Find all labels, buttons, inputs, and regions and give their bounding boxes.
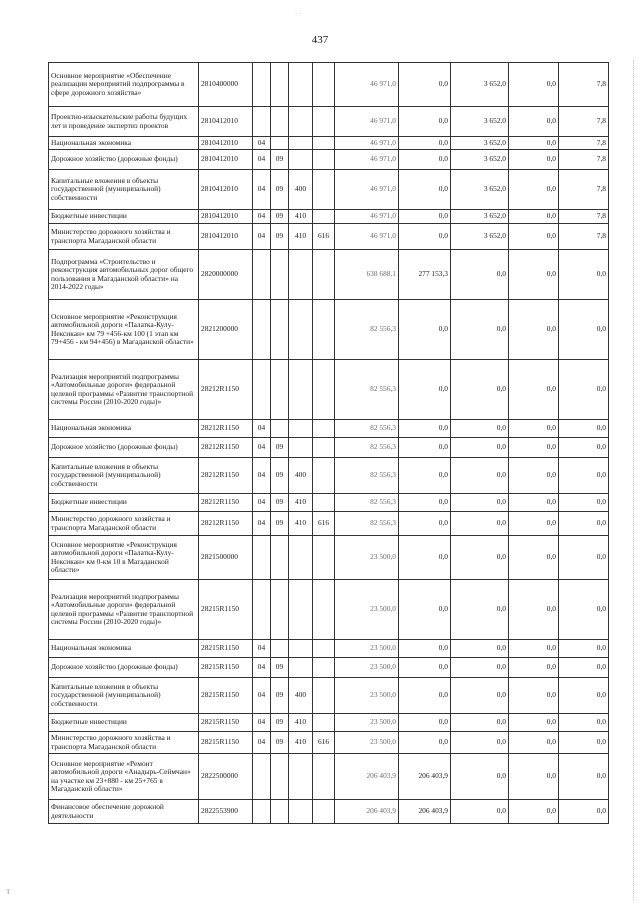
- amount-year-2: 0,0: [451, 580, 509, 640]
- table-row: [49, 640, 609, 658]
- amount-federal-2: 0,0: [509, 536, 559, 580]
- section-code: [253, 250, 271, 300]
- row-name: Основное мероприятие «Обеспечение реализации мероприятий подпрограммы в сфере дорожного хозяйства»: [49, 63, 199, 107]
- section-code: [253, 800, 271, 824]
- row-name: Дорожное хозяйство (дорожные фонды): [49, 658, 199, 678]
- amount-year-3: 0,0: [559, 494, 609, 512]
- target-code: 28215R1150: [199, 732, 253, 754]
- row-name: Министерство дорожного хозяйства и транспорта Магаданской области: [49, 224, 199, 250]
- target-code: 28212R1150: [199, 438, 253, 458]
- amount-year-3: 7,8: [559, 170, 609, 210]
- table-row: [49, 536, 609, 580]
- amount-year-3: 0,0: [559, 536, 609, 580]
- amount-federal: 0,0: [399, 150, 451, 170]
- row-name: Бюджетные инвестиции: [49, 494, 199, 512]
- subsection-code: [271, 580, 289, 640]
- row-name: Бюджетные инвестиции: [49, 714, 199, 732]
- section-code: [253, 580, 271, 640]
- amount-total: 23 500,0: [335, 732, 399, 754]
- amount-federal: 0,0: [399, 438, 451, 458]
- section-code: [253, 63, 271, 107]
- subsection-code: 09: [271, 210, 289, 224]
- administrator-code: [313, 63, 335, 107]
- amount-total: 206 403,9: [335, 800, 399, 824]
- target-code: 2810412010: [199, 224, 253, 250]
- amount-year-3: 0,0: [559, 512, 609, 536]
- row-name: Капитальные вложения в объекты государственной (муниципальной) собственности: [49, 678, 199, 714]
- administrator-code: [313, 250, 335, 300]
- amount-total: 46 971,0: [335, 150, 399, 170]
- amount-year-2: 0,0: [451, 732, 509, 754]
- amount-year-3: 7,8: [559, 224, 609, 250]
- table-row: [49, 732, 609, 754]
- amount-federal-2: 0,0: [509, 494, 559, 512]
- table-row: [49, 420, 609, 438]
- subsection-code: 09: [271, 170, 289, 210]
- table-row: [49, 658, 609, 678]
- amount-federal-2: 0,0: [509, 250, 559, 300]
- administrator-code: [313, 494, 335, 512]
- section-code: 04: [253, 210, 271, 224]
- corner-mark: ⲧ: [6, 886, 11, 897]
- row-name: Дорожное хозяйство (дорожные фонды): [49, 150, 199, 170]
- administrator-code: [313, 170, 335, 210]
- row-name: Реализация мероприятий подпрограммы «Автомобильные дороги» федеральной целевой программы «Развитие транспортной системы России (2010-2020 годы)»: [49, 360, 199, 420]
- section-code: 04: [253, 658, 271, 678]
- section-code: 04: [253, 137, 271, 150]
- amount-federal: 0,0: [399, 714, 451, 732]
- row-name: Министерство дорожного хозяйства и транспорта Магаданской области: [49, 732, 199, 754]
- amount-federal-2: 0,0: [509, 580, 559, 640]
- budget-table: [48, 62, 609, 824]
- table-row: [49, 170, 609, 210]
- table-row: [49, 754, 609, 800]
- amount-federal-2: 0,0: [509, 137, 559, 150]
- amount-year-2: 3 652,0: [451, 210, 509, 224]
- subsection-code: 09: [271, 494, 289, 512]
- amount-total: 206 403,9: [335, 754, 399, 800]
- table-row: [49, 714, 609, 732]
- row-name: Капитальные вложения в объекты государственной (муниципальной) собственности: [49, 170, 199, 210]
- amount-federal: 0,0: [399, 107, 451, 137]
- amount-total: 82 556,3: [335, 360, 399, 420]
- amount-total: 46 971,0: [335, 170, 399, 210]
- amount-year-2: 0,0: [451, 438, 509, 458]
- target-code: 2810412010: [199, 170, 253, 210]
- amount-year-3: 0,0: [559, 458, 609, 494]
- amount-federal-2: 0,0: [509, 420, 559, 438]
- amount-federal: 0,0: [399, 658, 451, 678]
- subsection-code: [271, 360, 289, 420]
- amount-year-3: 0,0: [559, 714, 609, 732]
- amount-federal: 206 403,9: [399, 754, 451, 800]
- amount-federal-2: 0,0: [509, 458, 559, 494]
- table-row: [49, 224, 609, 250]
- table-row: [49, 210, 609, 224]
- table-row: [49, 63, 609, 107]
- expense-type-code: [289, 420, 313, 438]
- amount-total: 46 971,0: [335, 107, 399, 137]
- amount-year-2: 3 652,0: [451, 107, 509, 137]
- amount-year-3: 7,8: [559, 137, 609, 150]
- amount-total: 82 556,3: [335, 512, 399, 536]
- amount-federal: 0,0: [399, 137, 451, 150]
- amount-year-2: 0,0: [451, 512, 509, 536]
- amount-federal-2: 0,0: [509, 224, 559, 250]
- amount-total: 46 971,0: [335, 137, 399, 150]
- expense-type-code: [289, 107, 313, 137]
- amount-federal-2: 0,0: [509, 512, 559, 536]
- amount-year-3: 0,0: [559, 300, 609, 360]
- target-code: 2821500000: [199, 536, 253, 580]
- scan-edge-marks: [633, 60, 638, 900]
- subsection-code: 09: [271, 512, 289, 536]
- amount-federal-2: 0,0: [509, 360, 559, 420]
- amount-federal-2: 0,0: [509, 754, 559, 800]
- amount-federal: 206 403,9: [399, 800, 451, 824]
- row-name: Национальная экономика: [49, 137, 199, 150]
- table-row: [49, 137, 609, 150]
- amount-federal: 0,0: [399, 640, 451, 658]
- row-name: Основное мероприятие «Ремонт автомобильной дороги «Анадырь-Сеймчан» на участке км 23+880 - км 25+765 в Магаданской области»: [49, 754, 199, 800]
- section-code: 04: [253, 512, 271, 536]
- amount-total: 46 971,0: [335, 210, 399, 224]
- amount-year-3: 0,0: [559, 800, 609, 824]
- administrator-code: [313, 420, 335, 438]
- expense-type-code: [289, 536, 313, 580]
- administrator-code: [313, 458, 335, 494]
- subsection-code: [271, 63, 289, 107]
- amount-year-3: 0,0: [559, 420, 609, 438]
- section-code: 04: [253, 678, 271, 714]
- table-row: [49, 580, 609, 640]
- expense-type-code: 400: [289, 678, 313, 714]
- section-code: 04: [253, 714, 271, 732]
- amount-total: 46 971,0: [335, 224, 399, 250]
- expense-type-code: 410: [289, 714, 313, 732]
- subsection-code: 09: [271, 658, 289, 678]
- target-code: 28212R1150: [199, 360, 253, 420]
- expense-type-code: [289, 137, 313, 150]
- amount-federal-2: 0,0: [509, 63, 559, 107]
- amount-total: 23 500,0: [335, 536, 399, 580]
- amount-year-2: 0,0: [451, 640, 509, 658]
- amount-federal-2: 0,0: [509, 714, 559, 732]
- amount-federal-2: 0,0: [509, 438, 559, 458]
- target-code: 2810412010: [199, 210, 253, 224]
- subsection-code: [271, 754, 289, 800]
- amount-federal-2: 0,0: [509, 210, 559, 224]
- expense-type-code: 410: [289, 732, 313, 754]
- expense-type-code: [289, 754, 313, 800]
- amount-year-3: 0,0: [559, 658, 609, 678]
- row-name: Подпрограмма «Строительство и реконструкция автомобильных дорог общего пользования в Магаданской области» на 2014-2022 годы»: [49, 250, 199, 300]
- row-name: Дорожное хозяйство (дорожные фонды): [49, 438, 199, 458]
- subsection-code: 09: [271, 732, 289, 754]
- row-name: Проектно-изыскательские работы будущих лет и проведение экспертиз проектов: [49, 107, 199, 137]
- table-row: [49, 458, 609, 494]
- section-code: [253, 536, 271, 580]
- amount-federal-2: 0,0: [509, 170, 559, 210]
- row-name: Основное мероприятие «Реконструкция автомобильной дороги «Палатка-Кулу-Нексикан» км 0-км 10 в Магаданской области»: [49, 536, 199, 580]
- section-code: 04: [253, 150, 271, 170]
- expense-type-code: 410: [289, 210, 313, 224]
- amount-federal: 0,0: [399, 300, 451, 360]
- amount-year-3: 0,0: [559, 754, 609, 800]
- subsection-code: [271, 800, 289, 824]
- section-code: 04: [253, 640, 271, 658]
- table-row: [49, 300, 609, 360]
- amount-federal-2: 0,0: [509, 678, 559, 714]
- amount-year-3: 0,0: [559, 640, 609, 658]
- expense-type-code: [289, 360, 313, 420]
- amount-total: 23 500,0: [335, 640, 399, 658]
- target-code: 28215R1150: [199, 580, 253, 640]
- amount-federal: 0,0: [399, 678, 451, 714]
- amount-year-2: 0,0: [451, 494, 509, 512]
- amount-federal-2: 0,0: [509, 107, 559, 137]
- row-name: Реализация мероприятий подпрограммы «Автомобильные дороги» федеральной целевой программы «Развитие транспортной системы России (2010-2020 годы)»: [49, 580, 199, 640]
- subsection-code: 09: [271, 714, 289, 732]
- administrator-code: [313, 360, 335, 420]
- section-code: 04: [253, 732, 271, 754]
- row-name: Бюджетные инвестиции: [49, 210, 199, 224]
- section-code: [253, 107, 271, 137]
- amount-total: 23 500,0: [335, 580, 399, 640]
- amount-federal: 0,0: [399, 732, 451, 754]
- subsection-code: 09: [271, 224, 289, 250]
- amount-total: 82 556,3: [335, 458, 399, 494]
- amount-federal-2: 0,0: [509, 732, 559, 754]
- section-code: 04: [253, 170, 271, 210]
- row-name: Национальная экономика: [49, 420, 199, 438]
- amount-year-3: 7,8: [559, 150, 609, 170]
- target-code: 28212R1150: [199, 512, 253, 536]
- subsection-code: 09: [271, 150, 289, 170]
- table-row: [49, 360, 609, 420]
- target-code: 2810412010: [199, 150, 253, 170]
- administrator-code: 616: [313, 732, 335, 754]
- target-code: 28215R1150: [199, 658, 253, 678]
- amount-federal-2: 0,0: [509, 300, 559, 360]
- amount-federal-2: 0,0: [509, 658, 559, 678]
- subsection-code: [271, 536, 289, 580]
- amount-total: 82 556,3: [335, 300, 399, 360]
- scan-artifact: · ·: [295, 10, 302, 18]
- target-code: 2810400000: [199, 63, 253, 107]
- administrator-code: [313, 210, 335, 224]
- amount-federal: 0,0: [399, 210, 451, 224]
- administrator-code: [313, 150, 335, 170]
- administrator-code: [313, 107, 335, 137]
- amount-year-2: 3 652,0: [451, 150, 509, 170]
- amount-federal-2: 0,0: [509, 150, 559, 170]
- table-row: [49, 150, 609, 170]
- target-code: 28212R1150: [199, 420, 253, 438]
- target-code: 28212R1150: [199, 458, 253, 494]
- page-number: 437: [311, 34, 329, 46]
- subsection-code: [271, 107, 289, 137]
- amount-year-3: 0,0: [559, 250, 609, 300]
- amount-year-2: 0,0: [451, 536, 509, 580]
- administrator-code: [313, 714, 335, 732]
- subsection-code: 09: [271, 678, 289, 714]
- table-row: [49, 494, 609, 512]
- amount-year-3: 0,0: [559, 438, 609, 458]
- target-code: 28215R1150: [199, 678, 253, 714]
- amount-total: 23 500,0: [335, 714, 399, 732]
- amount-year-2: 3 652,0: [451, 170, 509, 210]
- administrator-code: [313, 678, 335, 714]
- row-name: Национальная экономика: [49, 640, 199, 658]
- section-code: 04: [253, 494, 271, 512]
- section-code: [253, 754, 271, 800]
- expense-type-code: [289, 800, 313, 824]
- administrator-code: [313, 536, 335, 580]
- table-row: [49, 107, 609, 137]
- amount-federal: 0,0: [399, 170, 451, 210]
- expense-type-code: [289, 150, 313, 170]
- amount-total: 638 688,1: [335, 250, 399, 300]
- expense-type-code: [289, 63, 313, 107]
- amount-year-2: 0,0: [451, 800, 509, 824]
- amount-year-2: 0,0: [451, 678, 509, 714]
- amount-year-2: 3 652,0: [451, 137, 509, 150]
- administrator-code: [313, 800, 335, 824]
- section-code: 04: [253, 420, 271, 438]
- amount-year-2: 0,0: [451, 458, 509, 494]
- target-code: 28215R1150: [199, 714, 253, 732]
- expense-type-code: 410: [289, 224, 313, 250]
- amount-year-2: 0,0: [451, 714, 509, 732]
- amount-year-3: 7,8: [559, 210, 609, 224]
- amount-year-3: 7,8: [559, 63, 609, 107]
- row-name: Капитальные вложения в объекты государственной (муниципальной) собственности: [49, 458, 199, 494]
- amount-total: 23 500,0: [335, 678, 399, 714]
- amount-year-2: 0,0: [451, 420, 509, 438]
- expense-type-code: 410: [289, 512, 313, 536]
- expense-type-code: [289, 300, 313, 360]
- target-code: 2820000000: [199, 250, 253, 300]
- amount-federal-2: 0,0: [509, 800, 559, 824]
- amount-year-3: 0,0: [559, 360, 609, 420]
- target-code: 2810412010: [199, 107, 253, 137]
- subsection-code: [271, 137, 289, 150]
- administrator-code: [313, 580, 335, 640]
- amount-year-3: 0,0: [559, 732, 609, 754]
- amount-federal: 0,0: [399, 458, 451, 494]
- table-row: [49, 678, 609, 714]
- amount-year-2: 0,0: [451, 300, 509, 360]
- section-code: [253, 300, 271, 360]
- amount-year-2: 0,0: [451, 360, 509, 420]
- amount-federal: 0,0: [399, 63, 451, 107]
- amount-year-3: 7,8: [559, 107, 609, 137]
- administrator-code: 616: [313, 512, 335, 536]
- expense-type-code: [289, 580, 313, 640]
- amount-federal: 0,0: [399, 224, 451, 250]
- row-name: Министерство дорожного хозяйства и транспорта Магаданской области: [49, 512, 199, 536]
- amount-federal: 0,0: [399, 420, 451, 438]
- target-code: 2821200000: [199, 300, 253, 360]
- row-name: Основное мероприятие «Реконструкция автомобильной дороги «Палатка-Кулу-Нексикан» км 79 +456-км 100 (1 этап км 79+456 - км 94+456) в Магаданской области»: [49, 300, 199, 360]
- subsection-code: [271, 300, 289, 360]
- amount-year-2: 0,0: [451, 250, 509, 300]
- amount-year-2: 3 652,0: [451, 63, 509, 107]
- row-name: Финансовое обеспечение дорожной деятельности: [49, 800, 199, 824]
- expense-type-code: [289, 640, 313, 658]
- administrator-code: [313, 754, 335, 800]
- table-row: [49, 800, 609, 824]
- amount-year-2: 0,0: [451, 754, 509, 800]
- amount-year-3: 0,0: [559, 678, 609, 714]
- amount-federal: 0,0: [399, 536, 451, 580]
- section-code: 04: [253, 458, 271, 494]
- amount-federal: 0,0: [399, 512, 451, 536]
- expense-type-code: [289, 250, 313, 300]
- amount-federal-2: 0,0: [509, 640, 559, 658]
- section-code: 04: [253, 438, 271, 458]
- amount-year-2: 3 652,0: [451, 224, 509, 250]
- expense-type-code: 400: [289, 458, 313, 494]
- expense-type-code: 400: [289, 170, 313, 210]
- administrator-code: [313, 640, 335, 658]
- target-code: 28215R1150: [199, 640, 253, 658]
- target-code: 28212R1150: [199, 494, 253, 512]
- table-row: [49, 438, 609, 458]
- target-code: 2822553900: [199, 800, 253, 824]
- section-code: 04: [253, 224, 271, 250]
- target-code: 2822500000: [199, 754, 253, 800]
- administrator-code: [313, 300, 335, 360]
- amount-total: 23 500,0: [335, 658, 399, 678]
- amount-federal: 277 153,3: [399, 250, 451, 300]
- subsection-code: [271, 250, 289, 300]
- administrator-code: 616: [313, 224, 335, 250]
- target-code: 2810412010: [199, 137, 253, 150]
- amount-federal: 0,0: [399, 494, 451, 512]
- amount-total: 46 971,0: [335, 63, 399, 107]
- subsection-code: 09: [271, 458, 289, 494]
- administrator-code: [313, 137, 335, 150]
- expense-type-code: [289, 658, 313, 678]
- amount-federal: 0,0: [399, 360, 451, 420]
- table-body: [49, 63, 609, 824]
- table-row: [49, 250, 609, 300]
- table-row: [49, 512, 609, 536]
- subsection-code: [271, 640, 289, 658]
- expense-type-code: [289, 438, 313, 458]
- amount-total: 82 556,3: [335, 420, 399, 438]
- administrator-code: [313, 658, 335, 678]
- subsection-code: 09: [271, 438, 289, 458]
- subsection-code: [271, 420, 289, 438]
- expense-type-code: 410: [289, 494, 313, 512]
- amount-total: 82 556,3: [335, 494, 399, 512]
- amount-year-3: 0,0: [559, 580, 609, 640]
- amount-year-2: 0,0: [451, 658, 509, 678]
- amount-total: 82 556,3: [335, 438, 399, 458]
- amount-federal: 0,0: [399, 580, 451, 640]
- section-code: [253, 360, 271, 420]
- administrator-code: [313, 438, 335, 458]
